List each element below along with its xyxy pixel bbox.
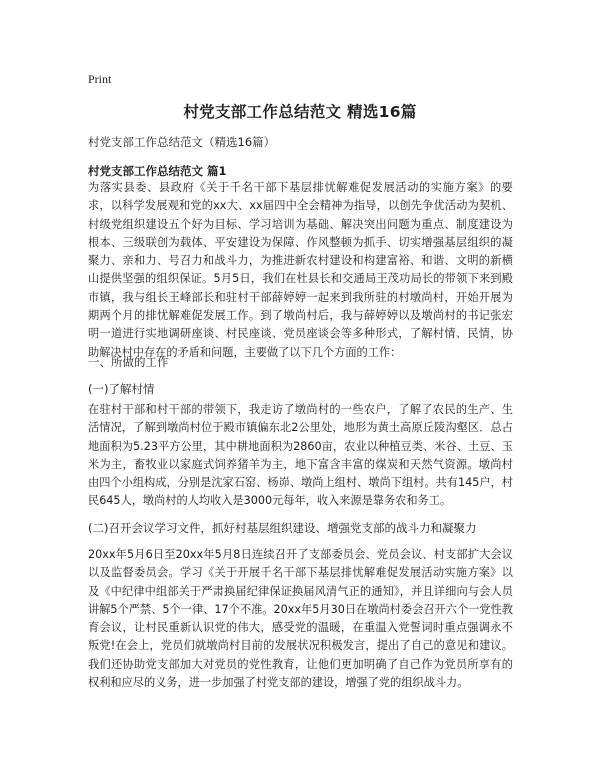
heading-meetings: (二)召开会议学习文件，抓好村基层组织建设、增强党支部的战斗力和凝聚力 [88, 521, 477, 535]
paragraph-village-situation: 在驻村干部和村干部的带领下，我走访了墩尚村的一些农户，了解了农民的生产、生活情况，了解到墩尚村位于殿市镇偏东北2公里处，地形为黄土高原丘陵沟壑区．总占地面积为5.23平方公里，其中耕地面积为2860亩，农业以种植豆类、米谷、土豆、玉米为主，畜牧业以家庭式饲养猪羊为主，地下富含丰富的煤炭和天然气资源。墩尚村由四个小组构成，分别是沈家石窑、杨峁、墩尚上组村、墩尚下组村。共有145户，村民645人，墩尚村的人均收入是3000元每年，收入来源是靠务农和务工。 [88, 403, 513, 508]
heading-village-situation: (一)了解村情 [88, 382, 155, 396]
heading-work-done: 一、所做的工作 [88, 355, 169, 369]
paragraph-meetings: 20xx年5月6日至20xx年5月8日连续召开了支部委员会、党员会议、村支部扩大会议以及监督委员会。学习《关于开展千名干部下基层排忧解难促发展活动实施方案》以及《中纪律中组部关于严肃换届纪律保证换届风清气正的通知》，并且详细向与会人员讲解5个严禁、5个一律、17个不准。20xx年5月30日在墩尚村委会召开六个一党性教育会议，让村民重新认识党的伟大，感受党的温暖，在重温入党誓词时重点强调永不叛党!在会上，党员们就墩尚村目前的发展状况积极发言，提出了自己的意见和建议。我们还协助党支部加大对党员的党性教育，让他们更加明确了自己作为党员所享有的权利和应尽的义务，进一步加强了村党支部的建设，增强了党的组织战斗力。 [88, 548, 513, 690]
print-link[interactable]: Print [88, 72, 112, 86]
document-title: 村党支部工作总结范文 精选16篇 [183, 103, 417, 121]
section-title: 村党支部工作总结范文 篇1 [88, 164, 227, 178]
paragraph-intro: 为落实县委、县政府《关于千名干部下基层排忧解难促发展活动的实施方案》的要求，以科学发展观和党的xx大、xx届四中全会精神为指导，以创先争优活动为契机、村级党组织建设五个好为目标、学习培训为基础、解决突出问题为重点、制度建设为根本、三级联创为载体、平安建设为保障、作风整顿为抓手、切实增强基层组织的凝聚力、亲和力、号召力和战斗力，为推进新农村建设和构建富裕、和谐、文明的新横山提供坚强的组织保证。5月5日，我们在杜县长和交通局王茂功局长的带领下来到殿市镇，我与组长王峰部长和驻村干部薛婷婷一起来到我所驻的村墩尚村，开始开展为期两个月的排忧解难促发展工作。到了墩尚村后，我与薛婷婷以及墩尚村的书记张宏明一道进行实地调研座谈、村民座谈、党员座谈会等多种形式，了解村情、民情，协助解决村中存在的矛盾和问题，主要做了以下几个方面的工作： [88, 181, 513, 359]
document-subtitle: 村党支部工作总结范文（精选16篇） [88, 135, 276, 149]
